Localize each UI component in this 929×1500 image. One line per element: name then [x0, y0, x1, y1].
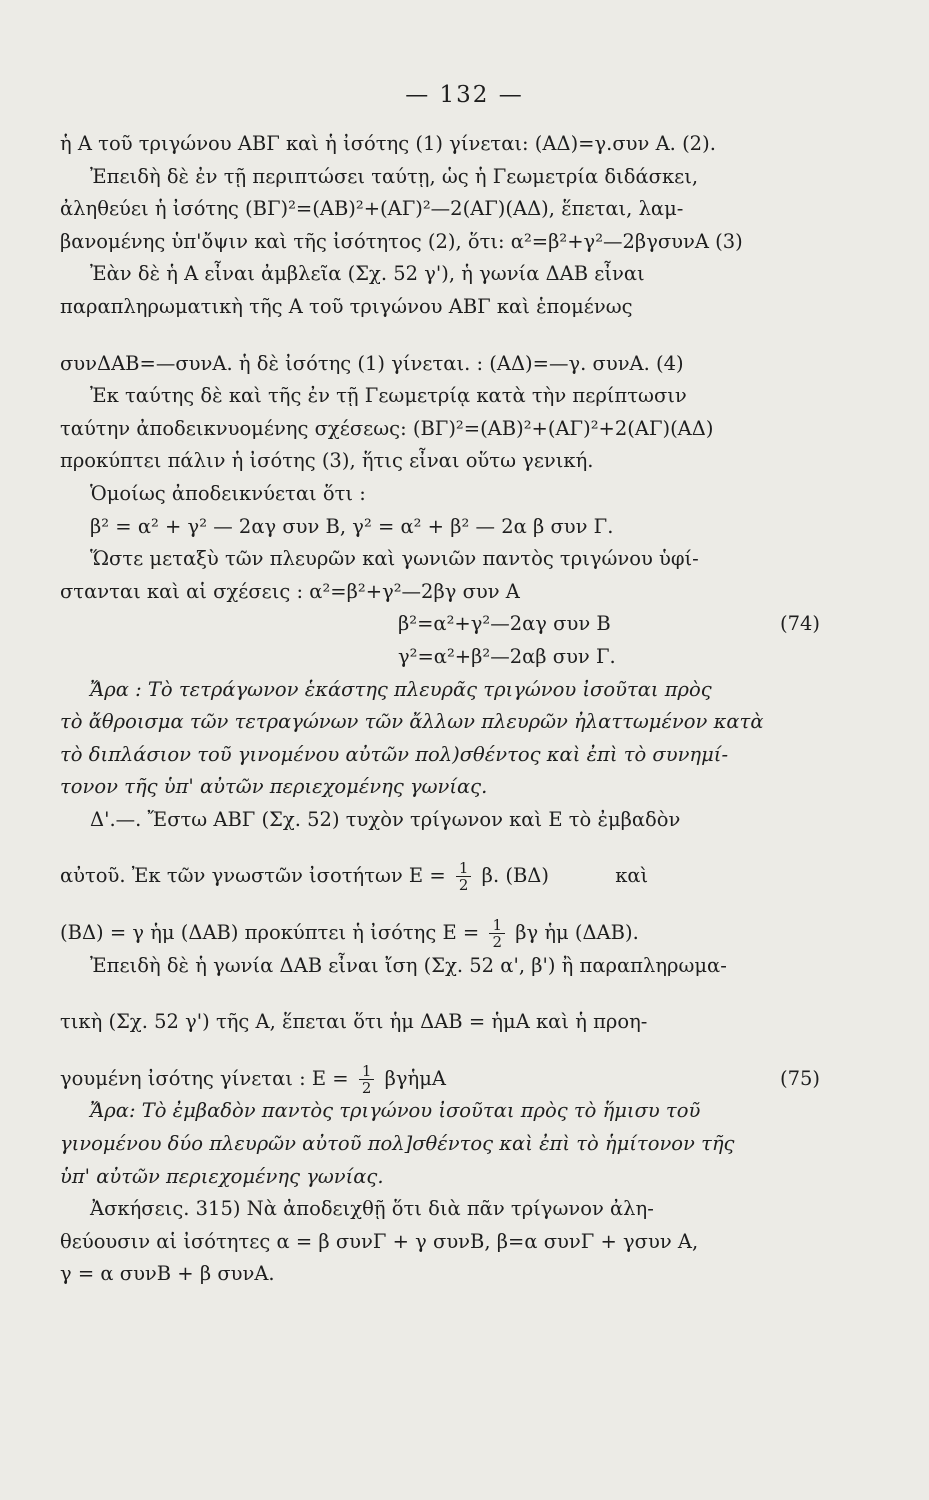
equation-number: (74): [779, 612, 820, 636]
text-line: Ἐπειδὴ δὲ ἡ γωνία ΔΑΒ εἶναι ἴση (Σχ. 52 α', β') ἢ παραπληρωμα-: [90, 953, 727, 977]
equation-line: γ²=α²+β²—2αβ συν Γ.: [398, 644, 616, 668]
text-line: ὑπ' αὐτῶν περιεχομένης γωνίας.: [60, 1164, 384, 1188]
text-line: τὸ διπλάσιον τοῦ γινομένου αὐτῶν πολ)σθέντος καὶ ἐπὶ τὸ συνημί-: [60, 742, 729, 766]
text-line: Ἄρα : Τὸ τετράγωνον ἑκάστης πλευρᾶς τριγώνου ἰσοῦται πρὸς: [90, 677, 712, 701]
equation: β²=α²+γ²—2αγ συν Β: [398, 612, 611, 636]
formula-line: γουμένη ἰσότης γίνεται : Ε = $\frac{1}{2}$ βγἡμΑ (75): [60, 1061, 820, 1097]
text-line: Ὥστε μεταξὺ τῶν πλευρῶν καὶ γωνιῶν παντὸς τριγώνου ὑφί-: [90, 547, 699, 571]
page-number: — 132 —: [405, 82, 524, 108]
text-line: Ὁμοίως ἀποδεικνύεται ὅτι :: [90, 481, 366, 505]
text-line: βανομένης ὑπ'ὄψιν καὶ τῆς ἰσότητος (2), ὅτι: α²=β²+γ²—2βγσυνΑ (3): [60, 229, 743, 253]
formula-line: αὐτοῦ. Ἐκ τῶν γνωστῶν ἰσοτήτων Ε = $\frac{1}{2}$ β. (ΒΔ) καὶ: [60, 859, 649, 895]
text-line: τικὴ (Σχ. 52 γ') τῆς Α, ἕπεται ὅτι ἡμ ΔΑΒ = ἡμΑ καὶ ἡ προη-: [60, 1010, 648, 1034]
body-text: [60, 128, 860, 1291]
text-line: Ἐκ ταύτης δὲ καὶ τῆς ἐν τῇ Γεωμετρίᾳ κατὰ τὴν περίπτωσιν: [90, 384, 687, 408]
text-line: ταύτην ἀποδεικνυομένης σχέσεως: (ΒΓ)²=(ΑΒ)²+(ΑΓ)²+2(ΑΓ)(ΑΔ): [60, 416, 714, 440]
equation-row: [60, 608, 860, 641]
text-line: Ἄρα: Τὸ ἐμβαδὸν παντὸς τριγώνου ἰσοῦται πρὸς τὸ ἥμισυ τοῦ: [90, 1099, 701, 1123]
fraction: $\frac{1}{2}$: [489, 917, 505, 950]
text-line: στανται καὶ αἱ σχέσεις : α²=β²+γ²—2βγ συν Α: [60, 579, 520, 603]
text-line: τὸ ἄθροισμα τῶν τετραγώνων τῶν ἄλλων πλευρῶν ἠλαττωμένον κατὰ: [60, 710, 764, 734]
text-line: προκύπτει πάλιν ἡ ἰσότης (3), ἥτις εἶναι οὕτω γενική.: [60, 449, 594, 473]
text-line: ἡ Α τοῦ τριγώνου ΑΒΓ καὶ ἡ ἰσότης (1) γίνεται: (ΑΔ)=γ.συν Α. (2).: [60, 132, 716, 155]
text-line: ἀληθεύει ἡ ἰσότης (ΒΓ)²=(ΑΒ)²+(ΑΓ)²—2(ΑΓ)(ΑΔ), ἕπεται, λαμ-: [60, 197, 684, 221]
text-line: Δ'.—. Ἔστω ΑΒΓ (Σχ. 52) τυχὸν τρίγωνον καὶ Ε τὸ ἐμβαδὸν: [90, 807, 681, 831]
text-line: Ἐπειδὴ δὲ ἐν τῇ περιπτώσει ταύτῃ, ὡς ἡ Γεωμετρία διδάσκει,: [90, 164, 699, 188]
text-line: γινομένου δύο πλευρῶν αὐτοῦ πολ]σθέντος καὶ ἐπὶ τὸ ἡμίτονον τῆς: [60, 1132, 735, 1156]
exercise-line: γ = α συνΒ + β συνΑ.: [60, 1262, 275, 1286]
exercise-line: θεύουσιν αἱ ἰσότητες α = β συνΓ + γ συνΒ, β=α συνΓ + γσυν Α,: [60, 1229, 699, 1253]
exercise-line: Ἀσκήσεις. 315) Νὰ ἀποδειχθῇ ὅτι διὰ πᾶν τρίγωνον ἀλη-: [90, 1197, 654, 1221]
text-line: τονον τῆς ὑπ' αὐτῶν περιεχομένης γωνίας.: [60, 775, 488, 799]
text-line: Ἐὰν δὲ ἡ Α εἶναι ἀμβλεῖα (Σχ. 52 γ'), ἡ γωνία ΔΑΒ εἶναι: [90, 262, 645, 286]
fraction: $\frac{1}{2}$: [359, 1063, 375, 1096]
fraction: $\frac{1}{2}$: [456, 860, 472, 893]
equation-line: β² = α² + γ² — 2αγ συν Β, γ² = α² + β² — 2α β συν Γ.: [90, 514, 614, 538]
formula-line: (ΒΔ) = γ ἡμ (ΔΑΒ) προκύπτει ἡ ἰσότης Ε = $\frac{1}{2}$ βγ ἡμ (ΔΑΒ).: [60, 916, 639, 952]
text-line: παραπληρωματικὴ τῆς Α τοῦ τριγώνου ΑΒΓ καὶ ἑπομένως: [60, 294, 633, 318]
equation-number: (75): [779, 1066, 820, 1090]
text-line: συνΔΑΒ=—συνΑ. ἡ δὲ ἰσότης (1) γίνεται. : (ΑΔ)=—γ. συνΑ. (4): [60, 351, 684, 375]
